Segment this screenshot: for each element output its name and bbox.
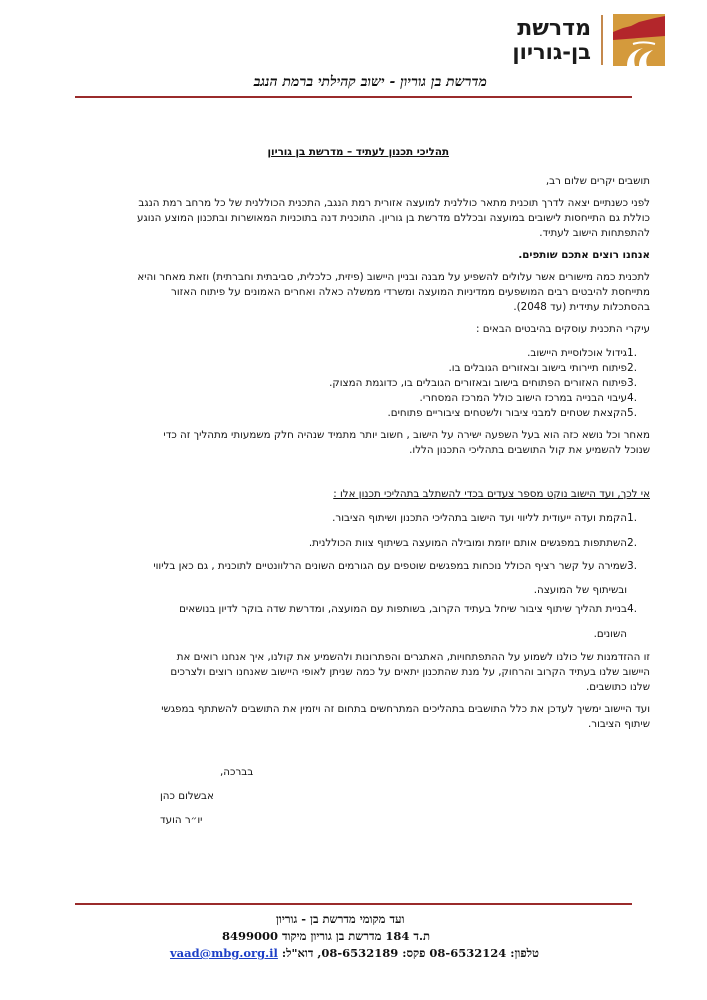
logo-divider — [601, 15, 603, 65]
aspect-item: עיבוי הבנייה במרכז הישוב כולל המרכז המסחרי. — [419, 392, 627, 404]
step-number: 1. — [627, 512, 637, 524]
footer-org: ועד מקומי מדרשת בן - גוריון — [276, 912, 405, 926]
step-number: 3. — [627, 560, 637, 572]
intro-line-3: להתפתחות הישוב לעתיד. — [539, 227, 650, 239]
opportunity-line-3: שלנו כתושבים. — [585, 681, 650, 693]
partners-line-1: לתכנית כמה מישורים אשר עלולים להשפיע על מבנה ובניין היישוב (פיזית, כלכלית, סביבתית וחברתית) וזאת מאחר והיא — [137, 271, 650, 283]
partners-line-3: בהסתכלות עתידית (עד 2048). — [513, 301, 650, 313]
footer-phone-fax: טלפון: 08-6532124 פקס: 08-6532189, דוא"ל: — [281, 946, 539, 960]
update-line-1: ועד היישוב ימשיך לעדכן את כלל התושבים בתהליכים המתרחשים בתחום זה ויזמין את התושבים להשתתף במפגשי — [161, 703, 650, 715]
step-line: השתתפות במפגשים אותם יוזמת ומובילה המועצה בשיתוף צוות הכוללנית. — [308, 537, 627, 549]
step-line: בניית תהליך שיתוף ציבור שיחל בעתיד הקרוב, בשותפות עם המועצה, ומדרשת שדה בוקר לדיון בנושאים — [179, 603, 627, 615]
aspect-number: 3. — [627, 377, 637, 389]
footer-address: ת.ד 184 מדרשת בן גוריון מיקוד 8499000 — [222, 929, 430, 943]
step-number: 2. — [627, 537, 637, 549]
aspect-item: הקצאת שטחים למבני ציבור ולשטחים ציבוריים פתוחים. — [387, 407, 627, 419]
header-rule — [75, 96, 632, 98]
intro-line-1: לפני כשנתיים יצאה לדרך תוכנית מתאר כוללנית למועצה אזורית רמת הנגב, התכנית הכוללנית של כל מרחב רמת הנגב — [138, 197, 650, 209]
aspect-number: 4. — [627, 392, 637, 404]
aspect-item: פיתוח האזורים הפתוחים בישוב ובאזורים הגובלים בו, כדוגמת המצוק. — [329, 377, 627, 389]
footer-rule — [75, 903, 632, 905]
step-line: שמירה על קשר רציף הכולל נוכחות במפגשים שוטפים עם הגורמים השונים הרלוונטיים לתוכנית , גם כאן בליווי — [153, 560, 627, 572]
logo — [475, 12, 665, 68]
partners-heading: אנחנו רוצים אתכם שותפים. — [518, 249, 650, 261]
opportunity-line-1: זו ההזדמנות של כולנו לשמוע על ההתפתחויות, האתגרים והפתרונות ולהשמיע את קולנו, איך אנחנו רואים את — [176, 651, 650, 663]
step-line: הקמת ועדה ייעודית לליווי ועד הישוב בתהליכי התכנון ושיתוף הציבור. — [332, 512, 627, 524]
partners-line-2: מתייחסת להיבטים רבים המושפעים ממדיניות המועצה ומשרדי ממשלה כאלה ואחרים האמונים על פיתוח האזור — [171, 286, 650, 298]
logo-emblem-icon — [613, 14, 665, 66]
impact-line-2: שנוכל להשמיע את קול התושבים בתהליכי התכנון הללו. — [409, 444, 650, 456]
aspect-number: 5. — [627, 407, 637, 419]
letter-title: תהליכי תכנון לעתיד – מדרשת בן גוריון — [267, 146, 449, 158]
step-number: 4. — [627, 603, 637, 615]
logo-text — [512, 17, 591, 62]
step-line-continued: ובשיתוף של המועצה. — [533, 584, 627, 596]
update-line-2: שיתוף הציבור. — [587, 718, 650, 730]
intro-line-2: כוללת גם התייחסות לישובים במועצה ובכללם מדרשת בן גוריון. התוכנית דנה בתוכניות המאושרות ובתכנון המוצע הנוגע — [137, 212, 650, 224]
aspect-number: 2. — [627, 362, 637, 374]
steps-intro: אי לכך, ועד הישוב נוקט מספר צעדים בכדי להשתלב בתהליכי תכנון אלו : — [333, 488, 650, 500]
closing: בברכה, — [220, 766, 254, 778]
logo-line-1: מדרשת — [517, 16, 591, 42]
aspect-item: פיתוח תיירותי בישוב ובאזורים הגובלים בו. — [448, 362, 627, 374]
aspect-number: 1. — [627, 347, 637, 359]
aspect-item: גידול אוכלוסיית היישוב. — [527, 347, 627, 359]
signer-name: אבשלום כהן — [160, 790, 214, 802]
step-line-continued: השונים. — [593, 628, 627, 640]
aspects-intro: עיקרי התכנית עוסקים בהיבטים הבאים : — [476, 323, 650, 335]
header-subtitle: מדרשת בן גוריון - ישוב קהילתי ברמת הנגב — [253, 74, 487, 90]
logo-line-2: בן-גוריון — [512, 39, 591, 64]
impact-line-1: מאחר וכל נושא כזה הוא בעל השפעה ישירה על הישוב , חשוב יותר מתמיד שנהיה חלק משמעותי מתהליך זה כדי — [163, 429, 650, 441]
email-link[interactable]: vaad@mbg.org.il — [170, 946, 278, 960]
greeting: תושבים יקרים שלום רב, — [545, 175, 650, 187]
opportunity-line-2: היישוב שלנו בעתיד הקרוב והרחוק, על מנת שהתכנון יתאים על כמה שניתן לאופי היישוב שאנחנו רוצים ולצרכים — [170, 666, 650, 678]
signer-role: יו״ר הועד — [160, 814, 203, 826]
footer-contact — [170, 946, 539, 960]
